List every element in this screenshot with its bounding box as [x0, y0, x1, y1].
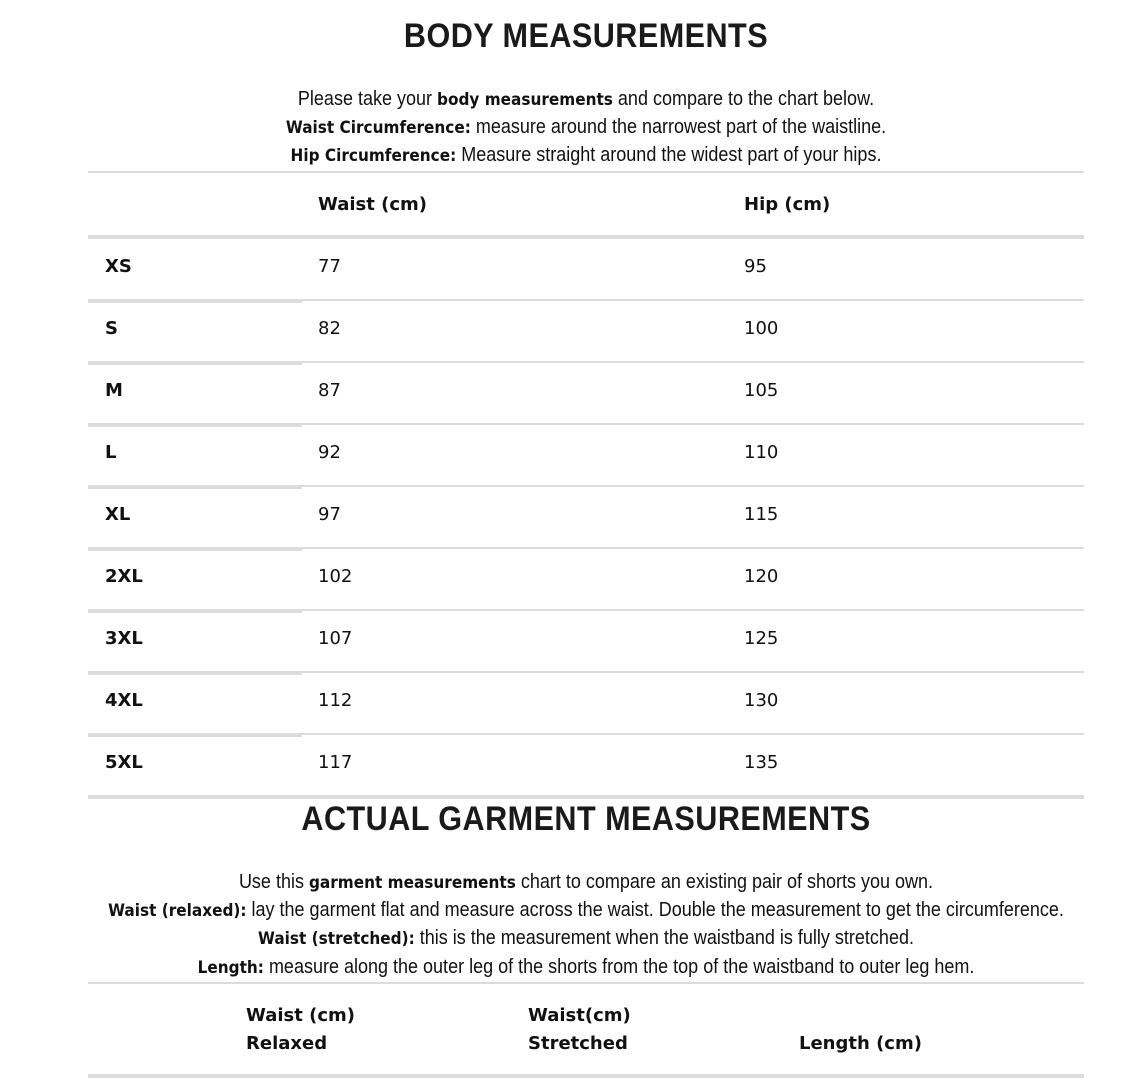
body-measurements-title: BODY MEASUREMENTS: [403, 17, 769, 55]
hip-value: 115: [744, 504, 779, 525]
waist-value: 107: [318, 628, 353, 649]
hip-value: 105: [744, 380, 779, 401]
hip-circumference-definition: Hip Circumference: Measure straight around the widest part of your hips.: [290, 144, 882, 166]
row-divider-size-column: [88, 795, 1084, 799]
body-intro: Please take your body measurements and compare to the chart below.: [297, 88, 875, 110]
garment-header-rule: [88, 1074, 1084, 1078]
garment-measurements-title: ACTUAL GARMENT MEASUREMENTS: [301, 800, 871, 838]
header-waist: Waist (cm): [318, 194, 427, 215]
garment-intro: Use this garment measurements chart to compare an existing pair of shorts you own.: [238, 871, 934, 893]
size-label: XL: [105, 504, 131, 525]
size-label: 2XL: [105, 566, 143, 587]
size-label: M: [105, 380, 123, 401]
header-waist-stretched-line2: Stretched: [528, 1033, 628, 1054]
row-divider-size-column: [88, 547, 302, 551]
hip-value: 130: [744, 690, 779, 711]
row-divider-size-column: [88, 485, 302, 489]
waist-value: 92: [318, 442, 341, 463]
hip-value: 120: [744, 566, 779, 587]
waist-value: 77: [318, 256, 341, 277]
waist-relaxed-definition: Waist (relaxed): lay the garment flat and measure across the waist. Double the measurement to get the circumference.: [108, 899, 1064, 921]
hip-value: 125: [744, 628, 779, 649]
length-definition: Length: measure along the outer leg of the shorts from the top of the waistband to outer leg hem.: [197, 956, 975, 978]
size-label: L: [105, 442, 117, 463]
size-label: 4XL: [105, 690, 143, 711]
hip-value: 135: [744, 752, 779, 773]
waist-stretched-definition: Waist (stretched): this is the measurement when the waistband is fully stretched.: [258, 927, 914, 949]
size-label: XS: [105, 256, 132, 277]
waist-value: 82: [318, 318, 341, 339]
garment-table-top-rule: [88, 982, 1084, 984]
header-length: Length (cm): [799, 1033, 922, 1054]
table-top-rule: [88, 171, 1084, 173]
row-divider-size-column: [88, 609, 302, 613]
size-label: S: [105, 318, 118, 339]
row-divider-size-column: [88, 733, 302, 737]
row-divider-size-column: [88, 299, 302, 303]
hip-value: 110: [744, 442, 779, 463]
waist-value: 102: [318, 566, 353, 587]
header-waist-stretched-line1: Waist(cm): [528, 1005, 631, 1026]
waist-value: 97: [318, 504, 341, 525]
header-rule: [88, 235, 1084, 239]
size-label: 3XL: [105, 628, 143, 649]
waist-value: 117: [318, 752, 353, 773]
hip-value: 100: [744, 318, 779, 339]
row-divider-size-column: [88, 671, 302, 675]
header-waist-relaxed-line2: Relaxed: [246, 1033, 328, 1054]
size-label: 5XL: [105, 752, 143, 773]
header-hip: Hip (cm): [744, 194, 831, 215]
hip-value: 95: [744, 256, 767, 277]
row-divider-size-column: [88, 361, 302, 365]
waist-value: 87: [318, 380, 341, 401]
row-divider-size-column: [88, 423, 302, 427]
waist-value: 112: [318, 690, 353, 711]
waist-circumference-definition: Waist Circumference: measure around the narrowest part of the waistline.: [285, 116, 887, 138]
header-waist-relaxed-line1: Waist (cm): [246, 1005, 355, 1026]
